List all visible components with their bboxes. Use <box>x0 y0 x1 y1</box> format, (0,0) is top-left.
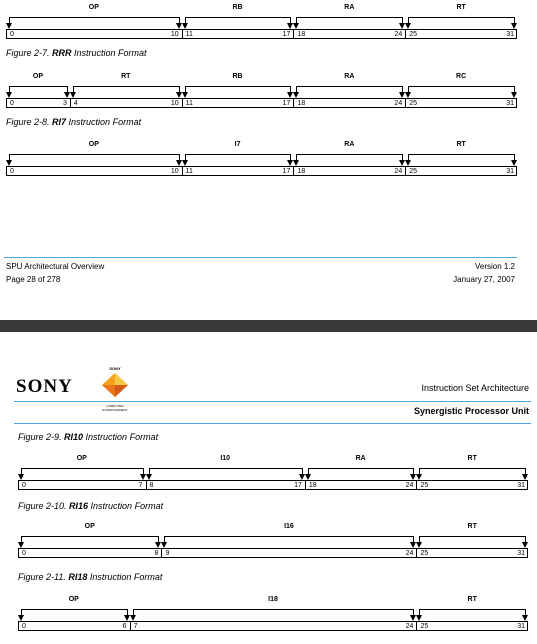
bit-start-number: 25 <box>409 31 418 38</box>
bit-start-number: 25 <box>409 100 418 107</box>
bit-end-number: 24 <box>394 100 403 107</box>
field-span-line <box>185 17 291 18</box>
field-name-label: I10 <box>220 455 231 462</box>
field-span-line <box>21 468 143 469</box>
field-span-line <box>419 468 525 469</box>
field-name-label: RT <box>121 73 131 80</box>
bit-field-box <box>6 29 517 39</box>
field-divider <box>405 167 406 175</box>
bit-end-number: 17 <box>282 100 291 107</box>
bit-start-number: 11 <box>185 100 193 107</box>
bit-end-number: 7 <box>138 482 143 489</box>
bit-end-number: 10 <box>170 168 179 175</box>
field-name-label: I18 <box>268 596 278 603</box>
figure-caption-ri10 <box>18 432 158 442</box>
caption-suffix: Instruction Format <box>88 501 164 511</box>
caption-format-name: RI7 <box>52 117 67 127</box>
bit-end-number: 6 <box>122 623 127 630</box>
field-span-line <box>149 468 302 469</box>
bit-end-number: 17 <box>294 482 302 489</box>
field-span-line <box>296 17 402 18</box>
field-span-line <box>408 17 514 18</box>
playstation-diamond-icon <box>98 371 132 399</box>
caption-prefix: Figure 2-8. <box>6 117 53 127</box>
bit-start-number: 11 <box>185 31 193 38</box>
field-divider <box>293 99 294 107</box>
bit-field-box <box>6 166 517 176</box>
caption-format-name: RI10 <box>64 432 84 442</box>
field-name-label: RT <box>467 523 477 530</box>
caption-suffix: Instruction Format <box>83 432 159 442</box>
field-span-line <box>73 86 179 87</box>
field-name-label: I7 <box>234 141 241 148</box>
field-divider <box>161 549 162 557</box>
bit-end-number: 24 <box>394 168 403 175</box>
bit-start-number: 18 <box>297 100 306 107</box>
field-divider <box>146 481 147 489</box>
emblem-caption: COMPUTER ENTERTAINMENT <box>102 404 128 412</box>
header-rule-1 <box>14 401 531 402</box>
bit-start-number: 25 <box>420 482 429 489</box>
field-name-label: OP <box>32 73 43 80</box>
instruction-format <box>18 455 528 491</box>
figure-caption-ri18 <box>18 572 162 582</box>
field-span-line <box>296 86 402 87</box>
instruction-format <box>18 596 528 632</box>
bit-field-box <box>18 480 528 490</box>
field-span-line <box>9 154 179 155</box>
field-divider <box>305 481 306 489</box>
caption-prefix: Figure 2-7. <box>6 48 53 58</box>
caption-suffix: Instruction Format <box>71 48 147 58</box>
bit-start-number: 0 <box>10 168 14 175</box>
instruction-format <box>18 523 528 559</box>
field-name-label: RT <box>467 596 477 603</box>
header-rule-2 <box>14 423 531 424</box>
bit-start-number: 25 <box>420 550 429 557</box>
caption-prefix: Figure 2-11. <box>18 572 69 582</box>
bit-start-number: 0 <box>22 550 26 557</box>
field-span-line <box>408 154 514 155</box>
sony-logo: SONY <box>16 376 73 397</box>
bit-end-number: 31 <box>506 100 514 107</box>
caption-suffix: Instruction Format <box>87 572 163 582</box>
bit-start-number: 0 <box>22 623 26 630</box>
field-name-label: RT <box>456 4 466 11</box>
figure-caption-rrr <box>6 48 147 58</box>
field-divider <box>130 622 131 630</box>
field-divider <box>182 167 183 175</box>
bit-start-number: 18 <box>297 168 306 175</box>
field-name-label: RA <box>344 4 355 11</box>
field-divider <box>293 30 294 38</box>
field-span-line <box>185 154 291 155</box>
field-span-line <box>185 86 291 87</box>
bit-start-number: 4 <box>73 100 78 107</box>
bit-start-number: 0 <box>10 31 14 38</box>
field-span-line <box>21 609 127 610</box>
emblem-label: SONY <box>109 366 121 371</box>
bit-end-number: 31 <box>517 482 525 489</box>
page-separator <box>0 320 537 332</box>
field-divider <box>70 99 71 107</box>
field-name-label: OP <box>76 455 87 462</box>
instruction-format <box>6 73 517 109</box>
field-name-label: RA <box>344 73 355 80</box>
field-span-line <box>133 609 414 610</box>
instruction-format <box>6 141 517 177</box>
field-name-label: OP <box>88 4 99 11</box>
caption-prefix: Figure 2-10. <box>18 501 70 511</box>
bit-end-number: 31 <box>517 623 525 630</box>
bit-start-number: 25 <box>420 623 429 630</box>
field-divider <box>416 622 417 630</box>
footer-version: Version 1.2 <box>474 262 515 271</box>
bit-start-number: 18 <box>297 31 306 38</box>
caption-format-name: RI16 <box>69 501 89 511</box>
caption-prefix: Figure 2-9. <box>18 432 65 442</box>
field-name-label: RT <box>467 455 477 462</box>
field-span-line <box>296 154 402 155</box>
bit-end-number: 10 <box>170 31 179 38</box>
bit-end-number: 3 <box>62 100 67 107</box>
field-divider <box>416 549 417 557</box>
bit-end-number: 31 <box>506 31 514 38</box>
field-span-line <box>9 86 67 87</box>
field-span-line <box>419 609 525 610</box>
bit-end-number: 10 <box>170 100 179 107</box>
bit-end-number: 24 <box>405 623 414 630</box>
field-divider <box>182 30 183 38</box>
field-name-label: RT <box>456 141 466 148</box>
bit-end-number: 31 <box>517 550 525 557</box>
figure-caption-ri7 <box>6 117 141 127</box>
field-span-line <box>408 86 514 87</box>
bit-field-box <box>18 621 528 631</box>
bit-start-number: 18 <box>308 482 317 489</box>
field-name-label: RC <box>456 73 467 80</box>
bit-start-number: 9 <box>165 550 170 557</box>
bit-end-number: 24 <box>405 550 414 557</box>
field-name-label: OP <box>84 523 95 530</box>
bit-end-number: 8 <box>154 550 159 557</box>
bit-start-number: 11 <box>185 168 193 175</box>
field-name-label: RB <box>232 4 243 11</box>
field-span-line <box>164 536 413 537</box>
footer-rule <box>4 257 517 258</box>
bit-end-number: 31 <box>506 168 514 175</box>
footer-page-number: Page 28 of 278 <box>6 275 61 284</box>
field-span-line <box>21 536 158 537</box>
caption-suffix: Instruction Format <box>66 117 142 127</box>
header-title: Instruction Set Architecture <box>421 383 529 393</box>
sony-emblem <box>98 366 132 412</box>
field-span-line <box>308 468 414 469</box>
field-name-label: RA <box>344 141 355 148</box>
figure-caption-ri16 <box>18 501 163 511</box>
field-name-label: OP <box>88 141 99 148</box>
field-span-line <box>419 536 525 537</box>
field-name-label: OP <box>68 596 79 603</box>
bit-start-number: 0 <box>10 100 14 107</box>
instruction-format <box>6 4 517 40</box>
bit-end-number: 24 <box>394 31 403 38</box>
field-divider <box>405 99 406 107</box>
field-span-line <box>9 17 179 18</box>
bit-start-number: 8 <box>149 482 154 489</box>
field-divider <box>182 99 183 107</box>
bit-end-number: 24 <box>405 482 414 489</box>
bit-field-box <box>18 548 528 558</box>
bit-start-number: 25 <box>409 168 418 175</box>
bit-start-number: 7 <box>133 623 138 630</box>
bit-end-number: 17 <box>282 31 291 38</box>
bit-end-number: 17 <box>282 168 291 175</box>
caption-format-name: RI18 <box>68 572 88 582</box>
bit-field-box <box>6 98 517 108</box>
field-divider <box>405 30 406 38</box>
footer-doc-title: SPU Architectural Overview <box>6 262 105 271</box>
field-divider <box>416 481 417 489</box>
field-name-label: I16 <box>284 523 294 530</box>
field-divider <box>293 167 294 175</box>
caption-format-name: RRR <box>52 48 72 58</box>
footer-date: January 27, 2007 <box>453 275 515 284</box>
header-subtitle: Synergistic Processor Unit <box>413 406 529 416</box>
field-name-label: RB <box>232 73 243 80</box>
field-name-label: RA <box>355 455 366 462</box>
bit-start-number: 0 <box>22 482 26 489</box>
